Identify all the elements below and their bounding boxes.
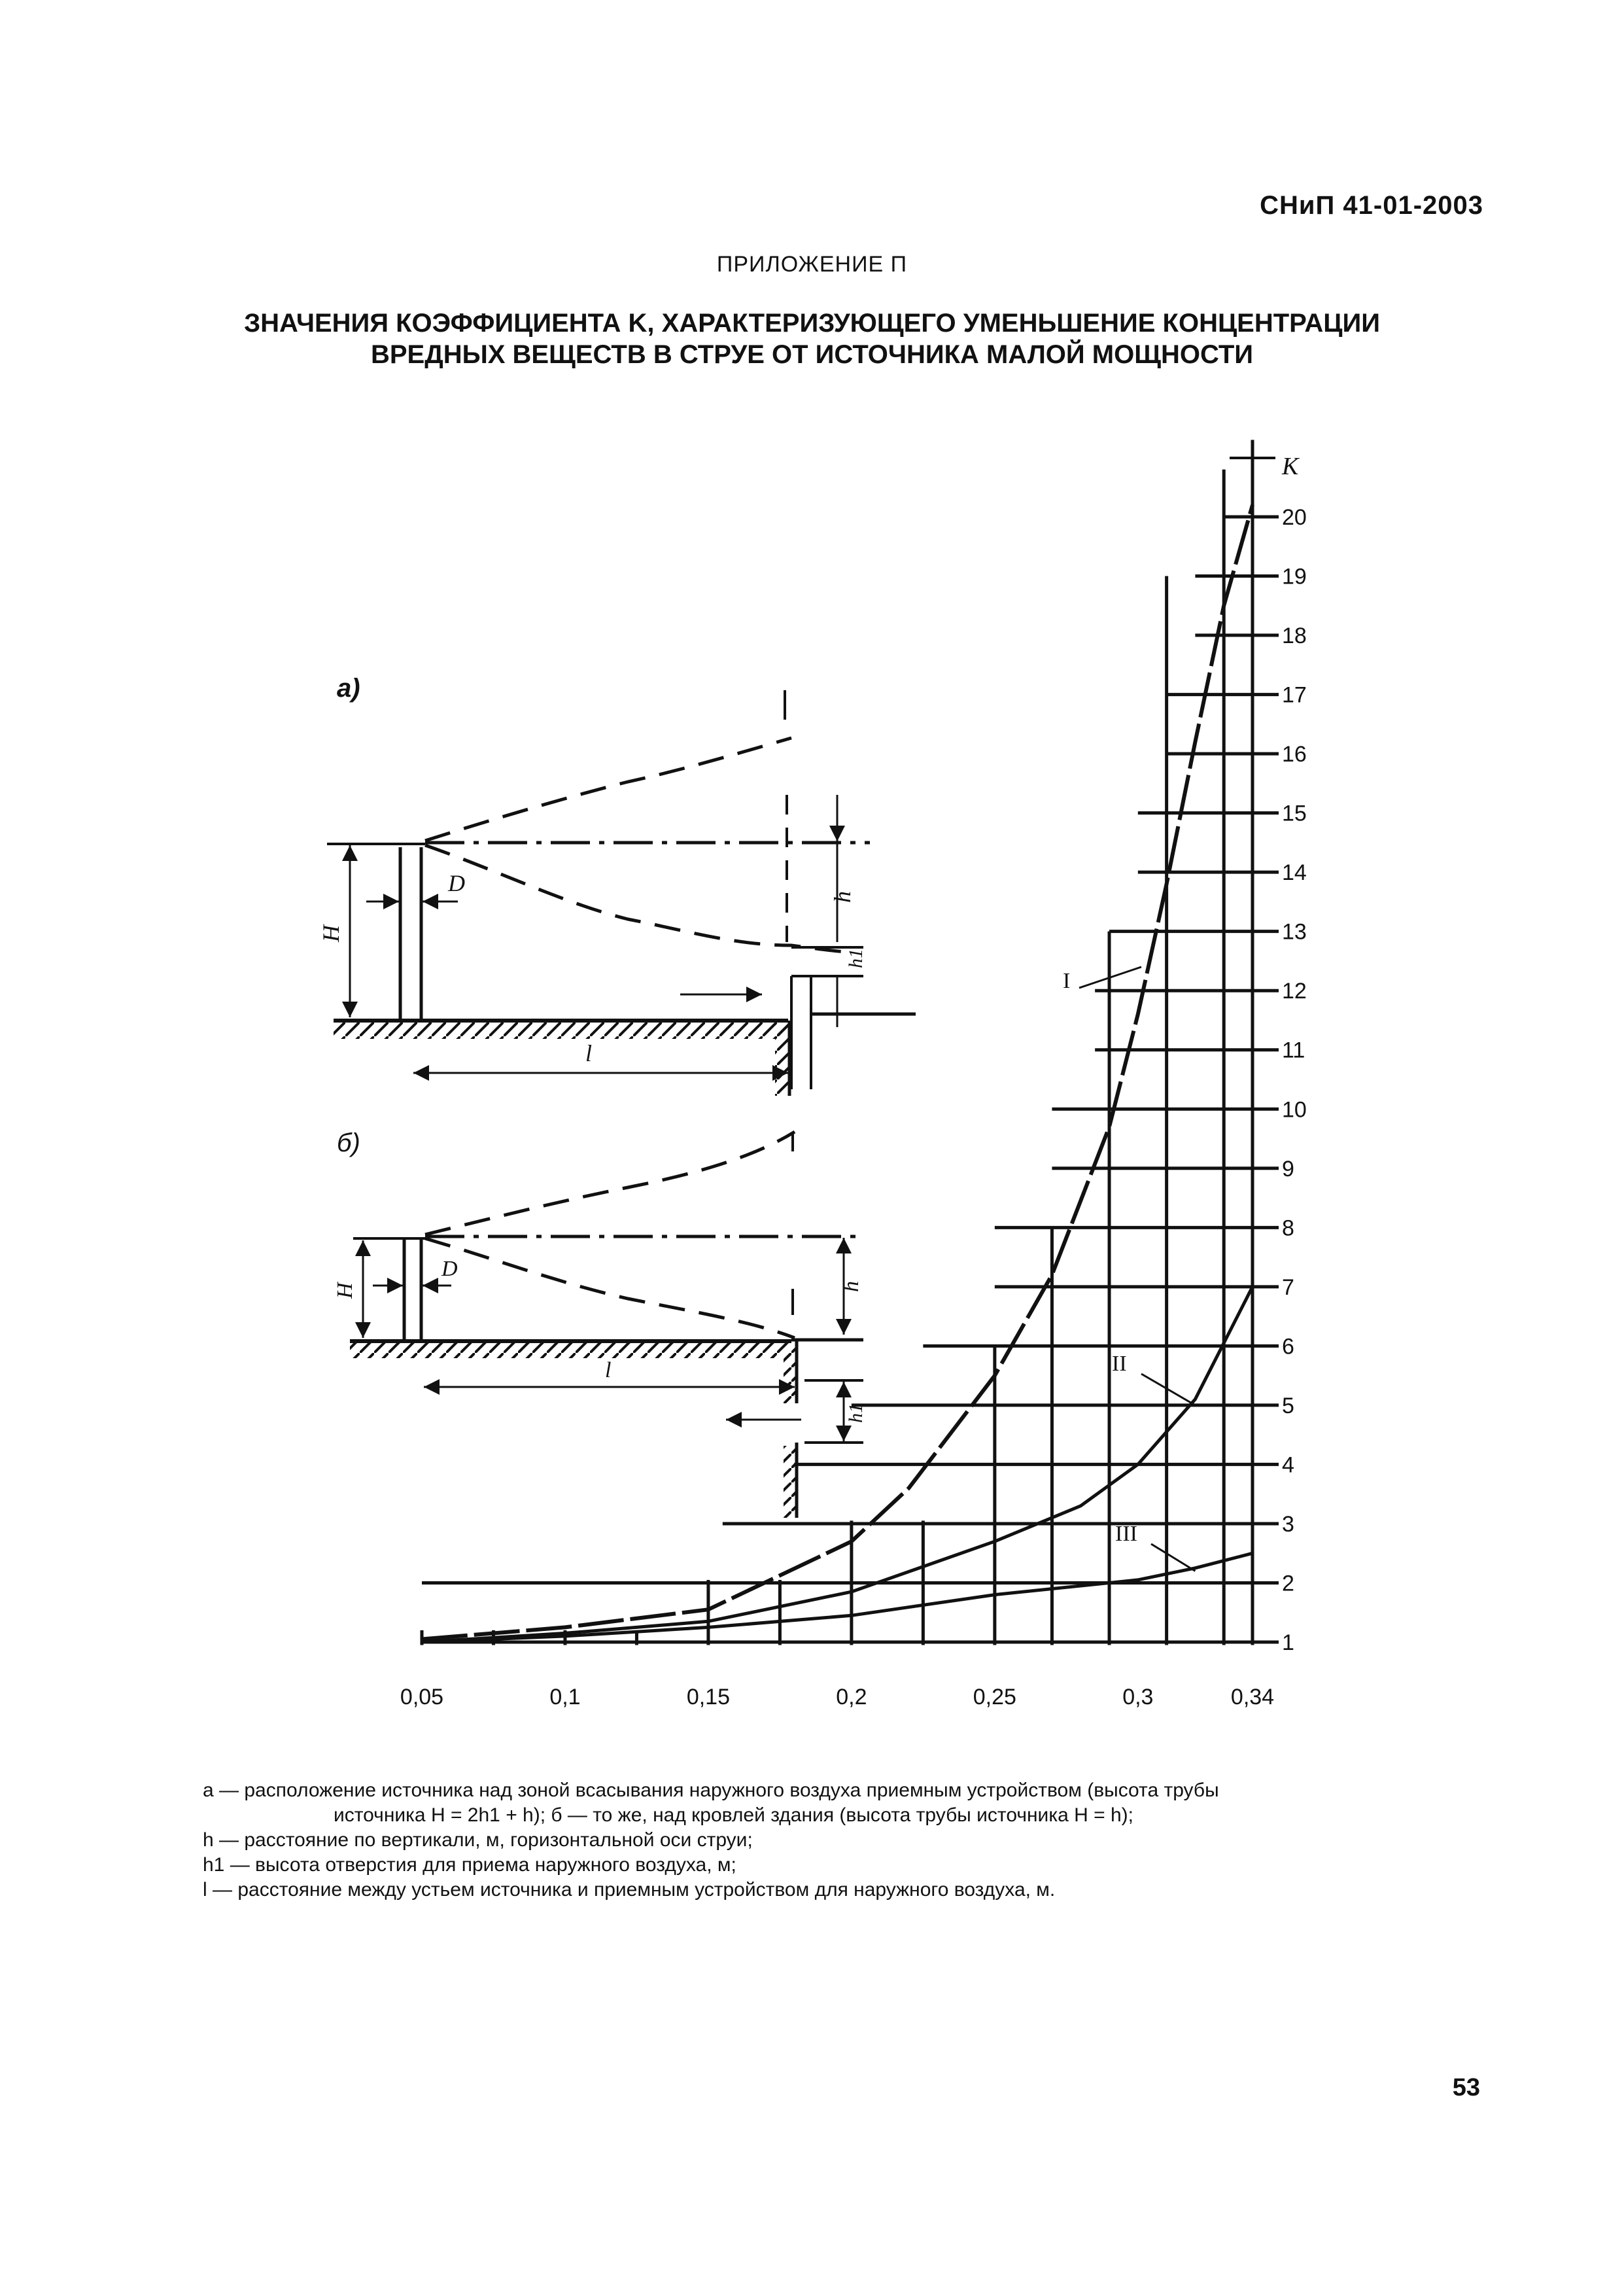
x-tick-label-3: 0,2: [836, 1685, 867, 1709]
diagram-a-h: h: [829, 891, 855, 903]
diagram-b-h: h: [839, 1281, 863, 1292]
y-tick-label-14: 14: [1282, 860, 1307, 886]
chart-labels: [400, 453, 1307, 1709]
document-code: СНиП 41-01-2003: [1260, 191, 1483, 220]
x-tick-label-6: 0,34: [1230, 1685, 1275, 1709]
page-number: 53: [1452, 2074, 1480, 2101]
y-tick-label-7: 7: [1282, 1274, 1294, 1300]
title-line-2: ВРЕДНЫХ ВЕЩЕСТВ В СТРУЕ ОТ ИСТОЧНИКА МАЛОЙ МОЩНОСТИ: [370, 340, 1254, 369]
y-tick-label-1: 1: [1282, 1630, 1294, 1655]
y-tick-label-17: 17: [1282, 682, 1307, 708]
appendix-label: ПРИЛОЖЕНИЕ П: [716, 252, 908, 277]
y-tick-label-15: 15: [1282, 801, 1307, 826]
y-tick-label-18: 18: [1282, 623, 1307, 649]
y-tick-label-12: 12: [1282, 979, 1307, 1004]
y-tick-label-10: 10: [1282, 1097, 1307, 1123]
diagram-b-h1: h1: [845, 1403, 867, 1423]
x-tick-label-0: 0,05: [400, 1685, 444, 1709]
diagram-a-H: H: [318, 925, 344, 942]
y-axis-label: K: [1282, 453, 1299, 480]
curve-label-0: I: [1063, 969, 1071, 993]
caption-a-line-2: источника H = 2h1 + h); б — то же, над кровлей здания (высота трубы источника H = h);: [334, 1804, 1133, 1826]
chart-grid: [422, 440, 1279, 1645]
curve-label-1: II: [1112, 1352, 1127, 1376]
diagram-b-label: б): [337, 1129, 360, 1157]
y-tick-label-3: 3: [1282, 1511, 1294, 1537]
y-tick-label-6: 6: [1282, 1334, 1294, 1359]
diagram-a-D: D: [448, 870, 465, 896]
caption-h-definition: h — расстояние по вертикали, м, горизонтальной оси струи;: [203, 1829, 753, 1851]
x-tick-label-1: 0,1: [549, 1685, 581, 1709]
y-tick-label-13: 13: [1282, 919, 1307, 945]
figure-caption: [203, 1778, 1478, 1902]
y-tick-label-16: 16: [1282, 742, 1307, 767]
diagram-b-H: H: [333, 1282, 357, 1299]
curve-leader-1: [1141, 1374, 1195, 1405]
k-chart: [400, 440, 1307, 1709]
caption-a-line-1: а — расположение источника над зоной всасывания наружного воздуха приемным устройством (высота трубы: [203, 1779, 1219, 1801]
y-tick-label-20: 20: [1282, 505, 1307, 530]
y-tick-label-9: 9: [1282, 1156, 1294, 1182]
y-tick-label-11: 11: [1282, 1038, 1305, 1063]
diagram-a-l: l: [585, 1040, 593, 1066]
diagram-a: [318, 674, 916, 1096]
y-tick-label-19: 19: [1282, 564, 1307, 589]
title-line-1: ЗНАЧЕНИЯ КОЭФФИЦИЕНТА K, ХАРАКТЕРИЗУЮЩЕГО УМЕНЬШЕНИЕ КОНЦЕНТРАЦИИ: [244, 309, 1380, 338]
x-tick-label-4: 0,25: [973, 1685, 1016, 1709]
x-tick-label-2: 0,15: [686, 1685, 731, 1709]
diagram-b-D: D: [441, 1257, 458, 1281]
y-tick-label-8: 8: [1282, 1216, 1294, 1241]
y-tick-label-2: 2: [1282, 1571, 1294, 1596]
diagram-a-label: а): [337, 674, 360, 703]
diagram-b-l: l: [605, 1358, 612, 1382]
caption-l-definition: l — расстояние между устьем источника и приемным устройством для наружного воздуха, м.: [203, 1879, 1056, 1901]
x-tick-label-5: 0,3: [1122, 1685, 1154, 1709]
y-tick-label-5: 5: [1282, 1393, 1294, 1418]
diagram-a-h1: h1: [845, 949, 867, 968]
curve-leader-2: [1151, 1544, 1195, 1571]
caption-h1-definition: h1 — высота отверстия для приема наружного воздуха, м;: [203, 1854, 736, 1876]
y-tick-label-4: 4: [1282, 1452, 1294, 1478]
diagram-b: [333, 1129, 867, 1518]
curve-label-2: III: [1115, 1522, 1137, 1546]
